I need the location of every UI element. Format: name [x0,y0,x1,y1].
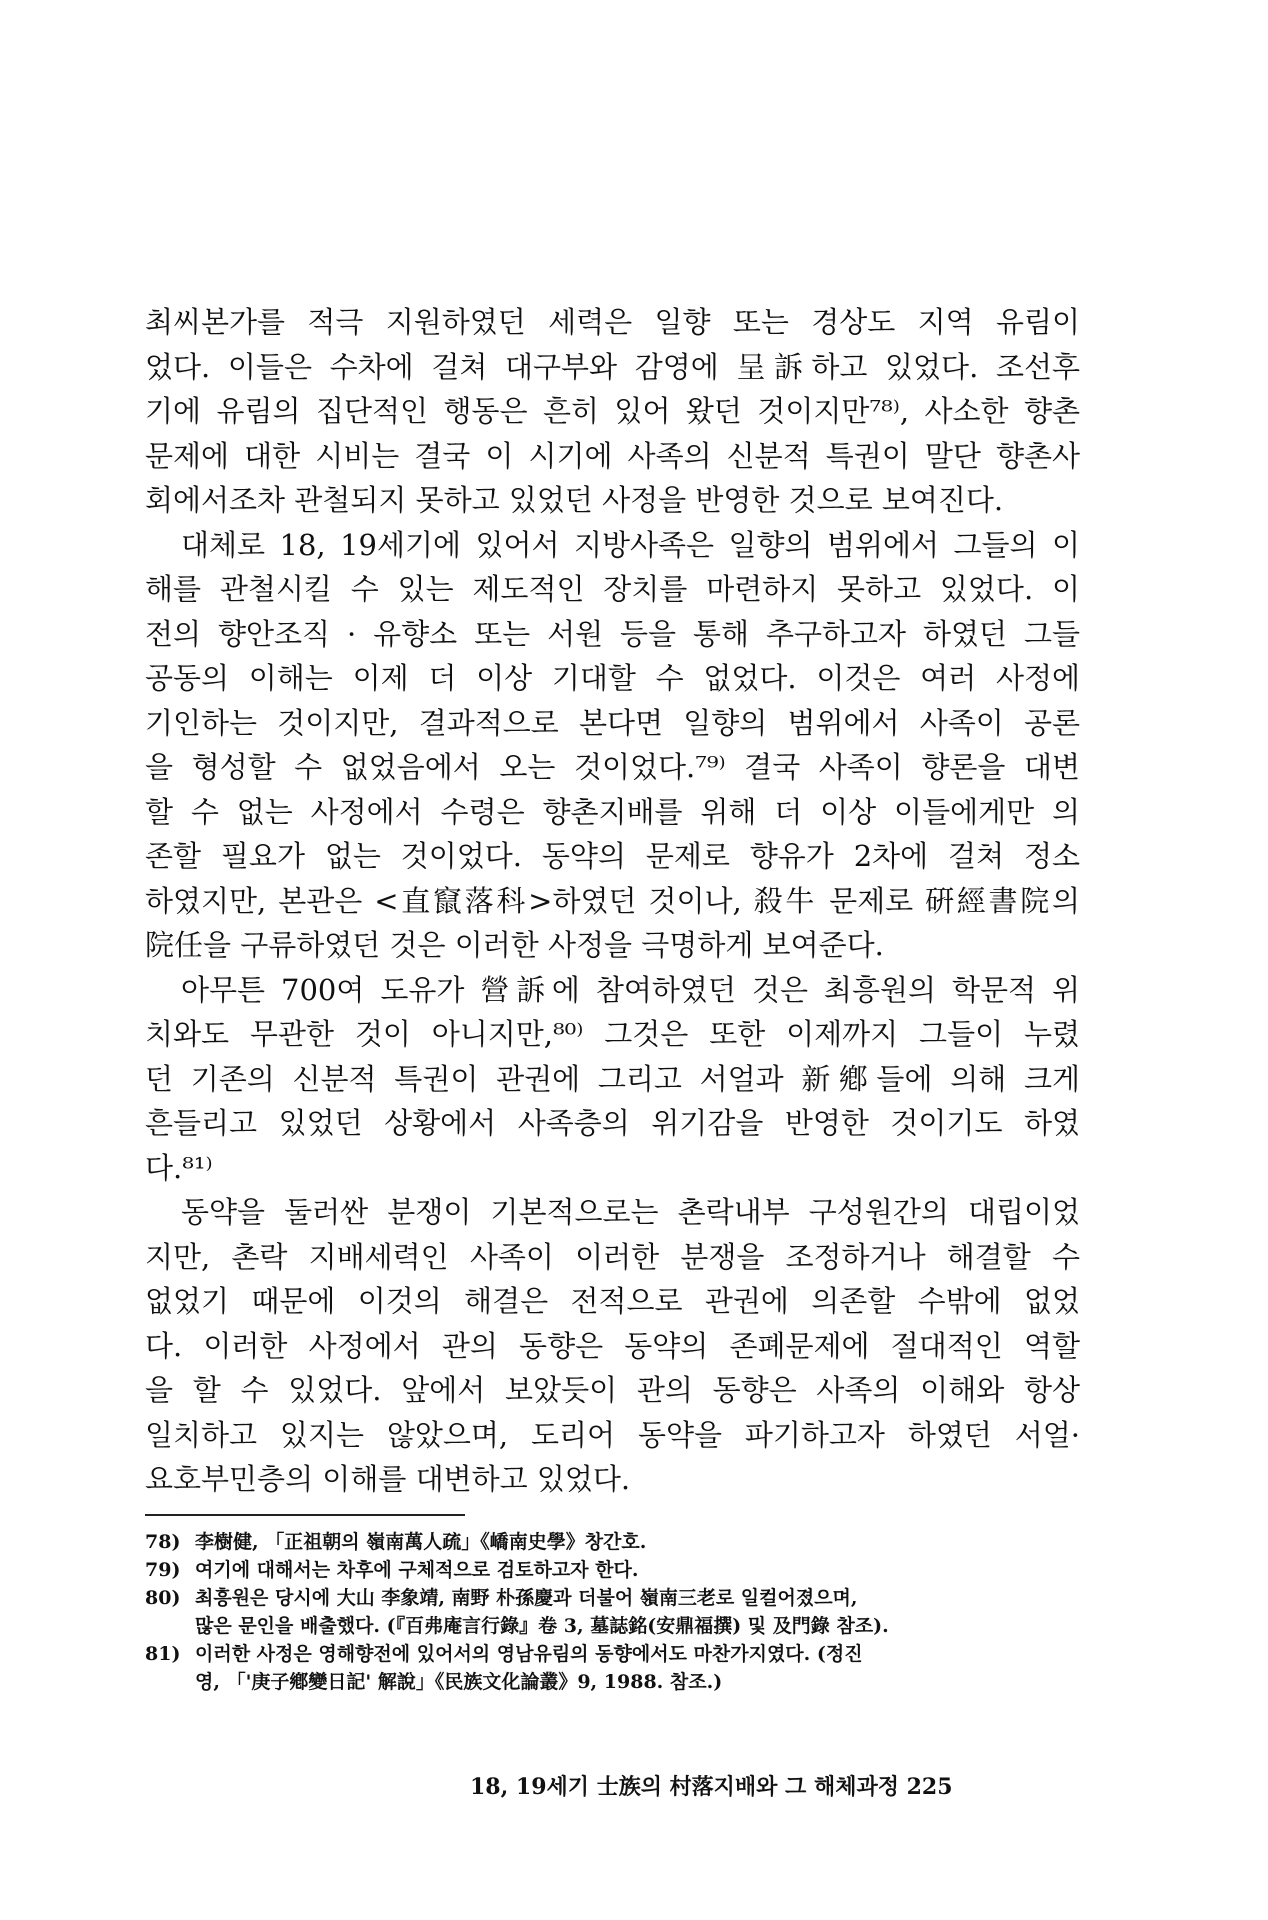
text-line: 전의 향안조직 · 유향소 또는 서원 등을 통해 추구하고자 하였던 그들 [145,616,1080,651]
running-footer: 18, 19세기 士族의 村落지배와 그 해체과정 225 [470,1774,953,1800]
text-line: 기에 유림의 집단적인 행동은 흔히 있어 왔던 것이지만⁷⁸⁾, 사소한 향촌 [145,394,1080,428]
text-line: 흔들리고 있었던 상황에서 사족층의 위기감을 반영한 것이기도 하였 [145,1106,1080,1140]
footnote-80 [145,1584,1080,1612]
text-line: 院任을 구류하였던 것은 이러한 사정을 극명하게 보여준다. [145,928,884,962]
footnotes [145,1528,1080,1696]
text-line: 문제에 대한 시비는 결국 이 시기에 사족의 신분적 특권이 말단 향촌사 [145,438,1080,473]
text-line: 동약을 둘러싼 분쟁이 기본적으로는 촌락내부 구성원간의 대립이었 [181,1195,1080,1229]
text-line: 최씨본가를 적극 지원하였던 세력은 일향 또는 경상도 지역 유림이 [145,305,1080,339]
text-line: 대체로 18, 19세기에 있어서 지방사족은 일향의 범위에서 그들의 이 [181,527,1080,562]
footnote-78 [145,1528,1080,1556]
paragraph-1 [145,300,1080,523]
text-line: 아무튼 700여 도유가 營訴에 참여하였던 것은 최흥원의 학문적 위 [181,972,1080,1007]
text-line: 회에서조차 관철되지 못하고 있었던 사정을 반영한 것으로 보여진다. [145,483,1004,517]
footnote-number: 79) [145,1558,181,1581]
footnote-text: 이러한 사정은 영해향전에 있어서의 영남유림의 동향에서도 마찬가지였다. (정진 [195,1642,863,1665]
text-line: 공동의 이해는 이제 더 이상 기대할 수 없었다. 이것은 여러 사정에 [145,661,1080,695]
footnote-text: 李樹健, 「正祖朝의 嶺南萬人疏」《嶠南史學》창간호. [195,1530,647,1553]
text-line: 요호부민층의 이해를 대변하고 있었다. [145,1462,631,1496]
footnote-divider [145,1514,465,1516]
text-line: 할 수 없는 사정에서 수령은 향촌지배를 위해 더 이상 이들에게만 의 [145,794,1080,829]
footnote-number: 81) [145,1642,181,1665]
text-line: 기인하는 것이지만, 결과적으로 본다면 일향의 범위에서 사족이 공론 [145,705,1080,740]
text-line: 해를 관철시킬 수 있는 제도적인 장치를 마련하지 못하고 있었다. 이 [145,572,1080,606]
footnote-text: 여기에 대해서는 차후에 구체적으로 검토하고자 한다. [195,1558,639,1581]
footnote-80-continued: 많은 문인을 배출했다. (『百弗庵言行錄』卷 3, 墓誌銘(安鼎福撰) 및 及門錄 참조). [195,1614,889,1637]
paragraph-4 [145,1190,1080,1502]
footnote-text: 최흥원은 당시에 大山 李象靖, 南野 朴孫慶과 더불어 嶺南三老로 일컬어졌으며, [195,1586,858,1609]
paragraph-2 [145,523,1080,968]
text-line: 존할 필요가 없는 것이었다. 동약의 문제로 향유가 2차에 걸쳐 정소 [145,839,1080,873]
paragraph-3 [145,968,1080,1191]
text-line: 치와도 무관한 것이 아니지만,⁸⁰⁾ 그것은 또한 이제까지 그들이 누렸 [145,1017,1080,1051]
text-line: 었다. 이들은 수차에 걸쳐 대구부와 감영에 呈訴하고 있었다. 조선후 [145,349,1080,384]
footnote-number: 80) [145,1586,181,1609]
text-line: 다.⁸¹⁾ [145,1150,213,1185]
text-line: 일치하고 있지는 않았으며, 도리어 동약을 파기하고자 하였던 서얼· [145,1417,1080,1452]
footnote-79 [145,1556,1080,1584]
text-line: 을 형성할 수 없었음에서 오는 것이었다.⁷⁹⁾ 결국 사족이 향론을 대변 [145,750,1080,784]
page-body [145,300,1080,1696]
text-line: 없었기 때문에 이것의 해결은 전적으로 관권에 의존할 수밖에 없었 [145,1284,1080,1318]
text-line: 던 기존의 신분적 특권이 관권에 그리고 서얼과 新鄕들에 의해 크게 [145,1061,1080,1096]
text-line: 하였지만, 본관은 <直竄落科>하였던 것이나, 殺牛 문제로 硏經書院의 [145,883,1080,918]
text-line: 다. 이러한 사정에서 관의 동향은 동약의 존폐문제에 절대적인 역할 [145,1328,1080,1363]
footnote-number: 78) [145,1530,181,1553]
footnote-81 [145,1640,1080,1668]
text-line: 을 할 수 있었다. 앞에서 보았듯이 관의 동향은 사족의 이해와 항상 [145,1373,1080,1407]
text-line: 지만, 촌락 지배세력인 사족이 이러한 분쟁을 조정하거나 해결할 수 [145,1239,1080,1274]
footnote-81-continued: 영, 「'庚子鄕變日記' 解說」《民族文化論叢》9, 1988. 참조.) [195,1670,723,1693]
